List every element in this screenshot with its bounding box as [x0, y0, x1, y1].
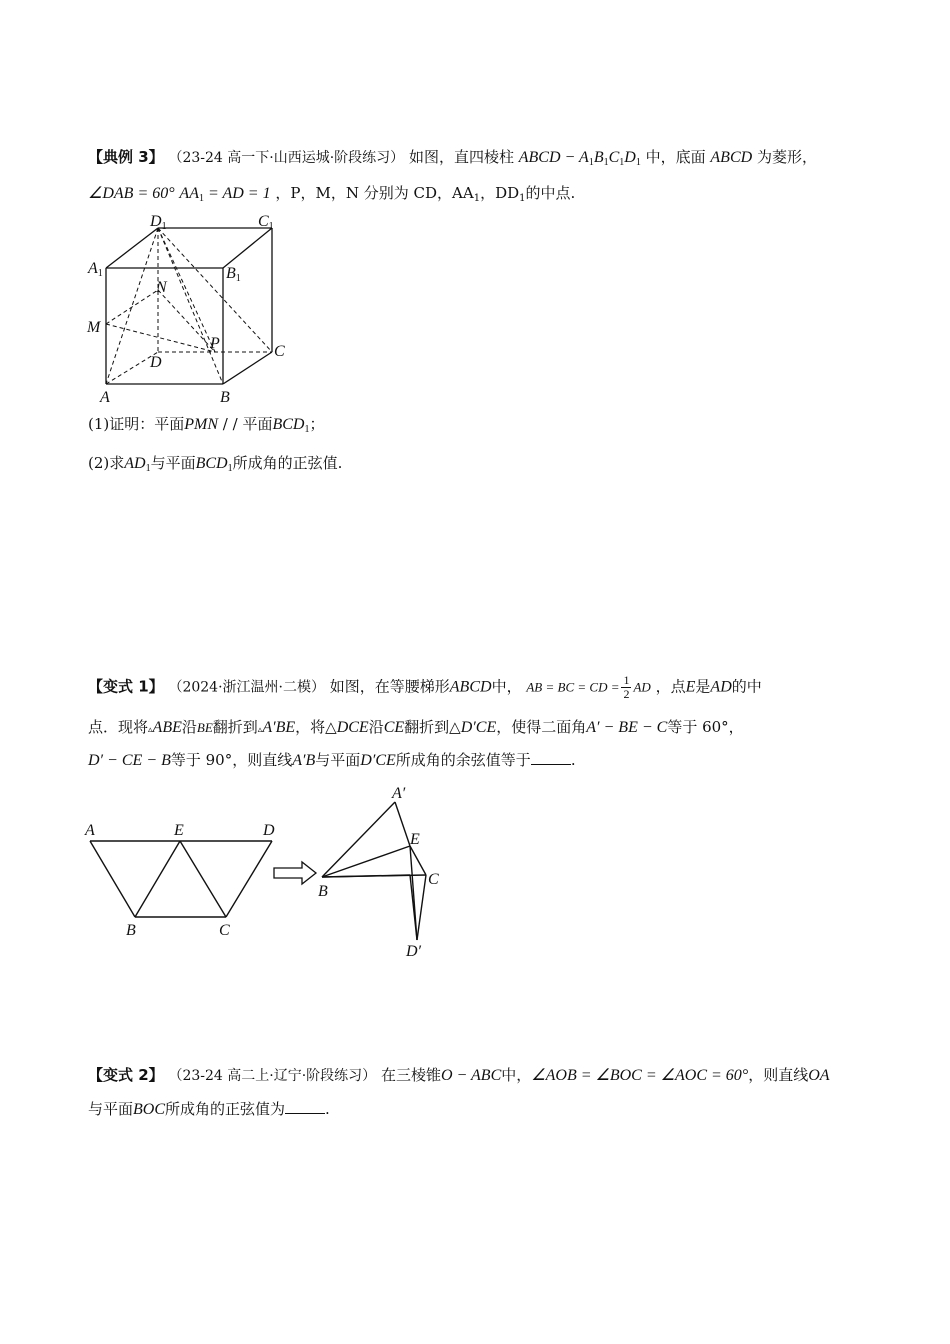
label-C: C: [428, 871, 439, 888]
variant1-line3: D′ − CE − B等于 90°，则直线A′B与平面D′CE所成角的余弦值等于 .: [88, 751, 576, 769]
fraction-one-half: $\frac{1}{2}$: [623, 673, 630, 701]
length-condition: $AA_1$ = AD = 1: [179, 185, 271, 204]
example3-source: （23-24 高一下·山西运城·阶段练习）: [168, 150, 405, 166]
folded-figure: [310, 780, 470, 970]
label-D1: D1: [150, 213, 167, 232]
label-B1: B1: [226, 265, 241, 284]
label-D-prime: D′: [406, 943, 422, 960]
label-B: B: [126, 922, 136, 939]
variant1-line2: 点．现将▵ABE沿BE翻折到▵A′BE，将△DCE沿CE翻折到△D′CE，使得二面角A′ − BE − C等于 60°，: [88, 718, 744, 736]
variant1-line1: 【变式 1】 （2024·浙江温州·二模） 如图，在等腰梯形ABCD中， AB = BC = CD = $\frac{1}{2}$ AD ，点E是AD的中: [88, 673, 762, 701]
angle-condition: ∠DAB = 60°: [88, 185, 175, 202]
label-C1: C1: [258, 213, 274, 232]
label-D: D: [150, 354, 162, 371]
label-E: E: [410, 831, 420, 848]
label-A: A: [100, 389, 110, 406]
label-N: N: [156, 279, 167, 296]
variant1-label: 【变式 1】: [88, 677, 164, 696]
example3-q1: (1)证明：平面PMN / / 平面$BCD_1$；: [88, 415, 325, 435]
label-E: E: [174, 822, 184, 839]
variant2-label: 【变式 2】: [88, 1066, 164, 1084]
example3-line1: [88, 146, 817, 174]
variant2-line1: 【变式 2】 （23-24 高二上·辽宁·阶段练习） 在三棱锥O − ABC中，∠AOB = ∠BOC = ∠AOC = 60°，则直线OA: [88, 1066, 830, 1084]
variant2-line2: 与平面BOC所成角的正弦值为 .: [88, 1100, 330, 1118]
label-B: B: [220, 389, 230, 406]
label-B: B: [318, 883, 328, 900]
label-D: D: [263, 822, 275, 839]
answer-blank[interactable]: [285, 1099, 325, 1114]
label-M: M: [87, 319, 101, 336]
trapezoid-figure: [80, 815, 290, 940]
label-C: C: [219, 922, 230, 939]
base-name: ABCD: [710, 149, 753, 166]
text: 如图，直四棱柱: [408, 148, 514, 166]
text: 为菱形，: [756, 148, 817, 166]
midpoints-text: ，P，M，N 分别为 CD，$AA_1$，$DD_1$的中点.: [275, 184, 576, 204]
label-P: P: [210, 335, 220, 352]
example3-q2: (2)求$AD_1$与平面$BCD_1$所成角的正弦值.: [88, 454, 343, 474]
label-A-prime: A′: [392, 785, 406, 802]
prism-figure: [80, 212, 310, 408]
label-A1: A1: [88, 260, 103, 279]
label-C: C: [274, 343, 285, 360]
prism-name: ABCD − $A_1B_1C_1D_1$: [518, 149, 641, 168]
example3-label: 【典例 3】: [88, 148, 164, 166]
text: 中，底面: [645, 148, 706, 166]
variant1-source: （2024·浙江温州·二模）: [168, 679, 325, 696]
label-A: A: [85, 822, 95, 839]
answer-blank[interactable]: [531, 750, 571, 765]
variant2-source: （23-24 高二上·辽宁·阶段练习）: [168, 1068, 377, 1084]
example3-line2: [88, 182, 575, 210]
